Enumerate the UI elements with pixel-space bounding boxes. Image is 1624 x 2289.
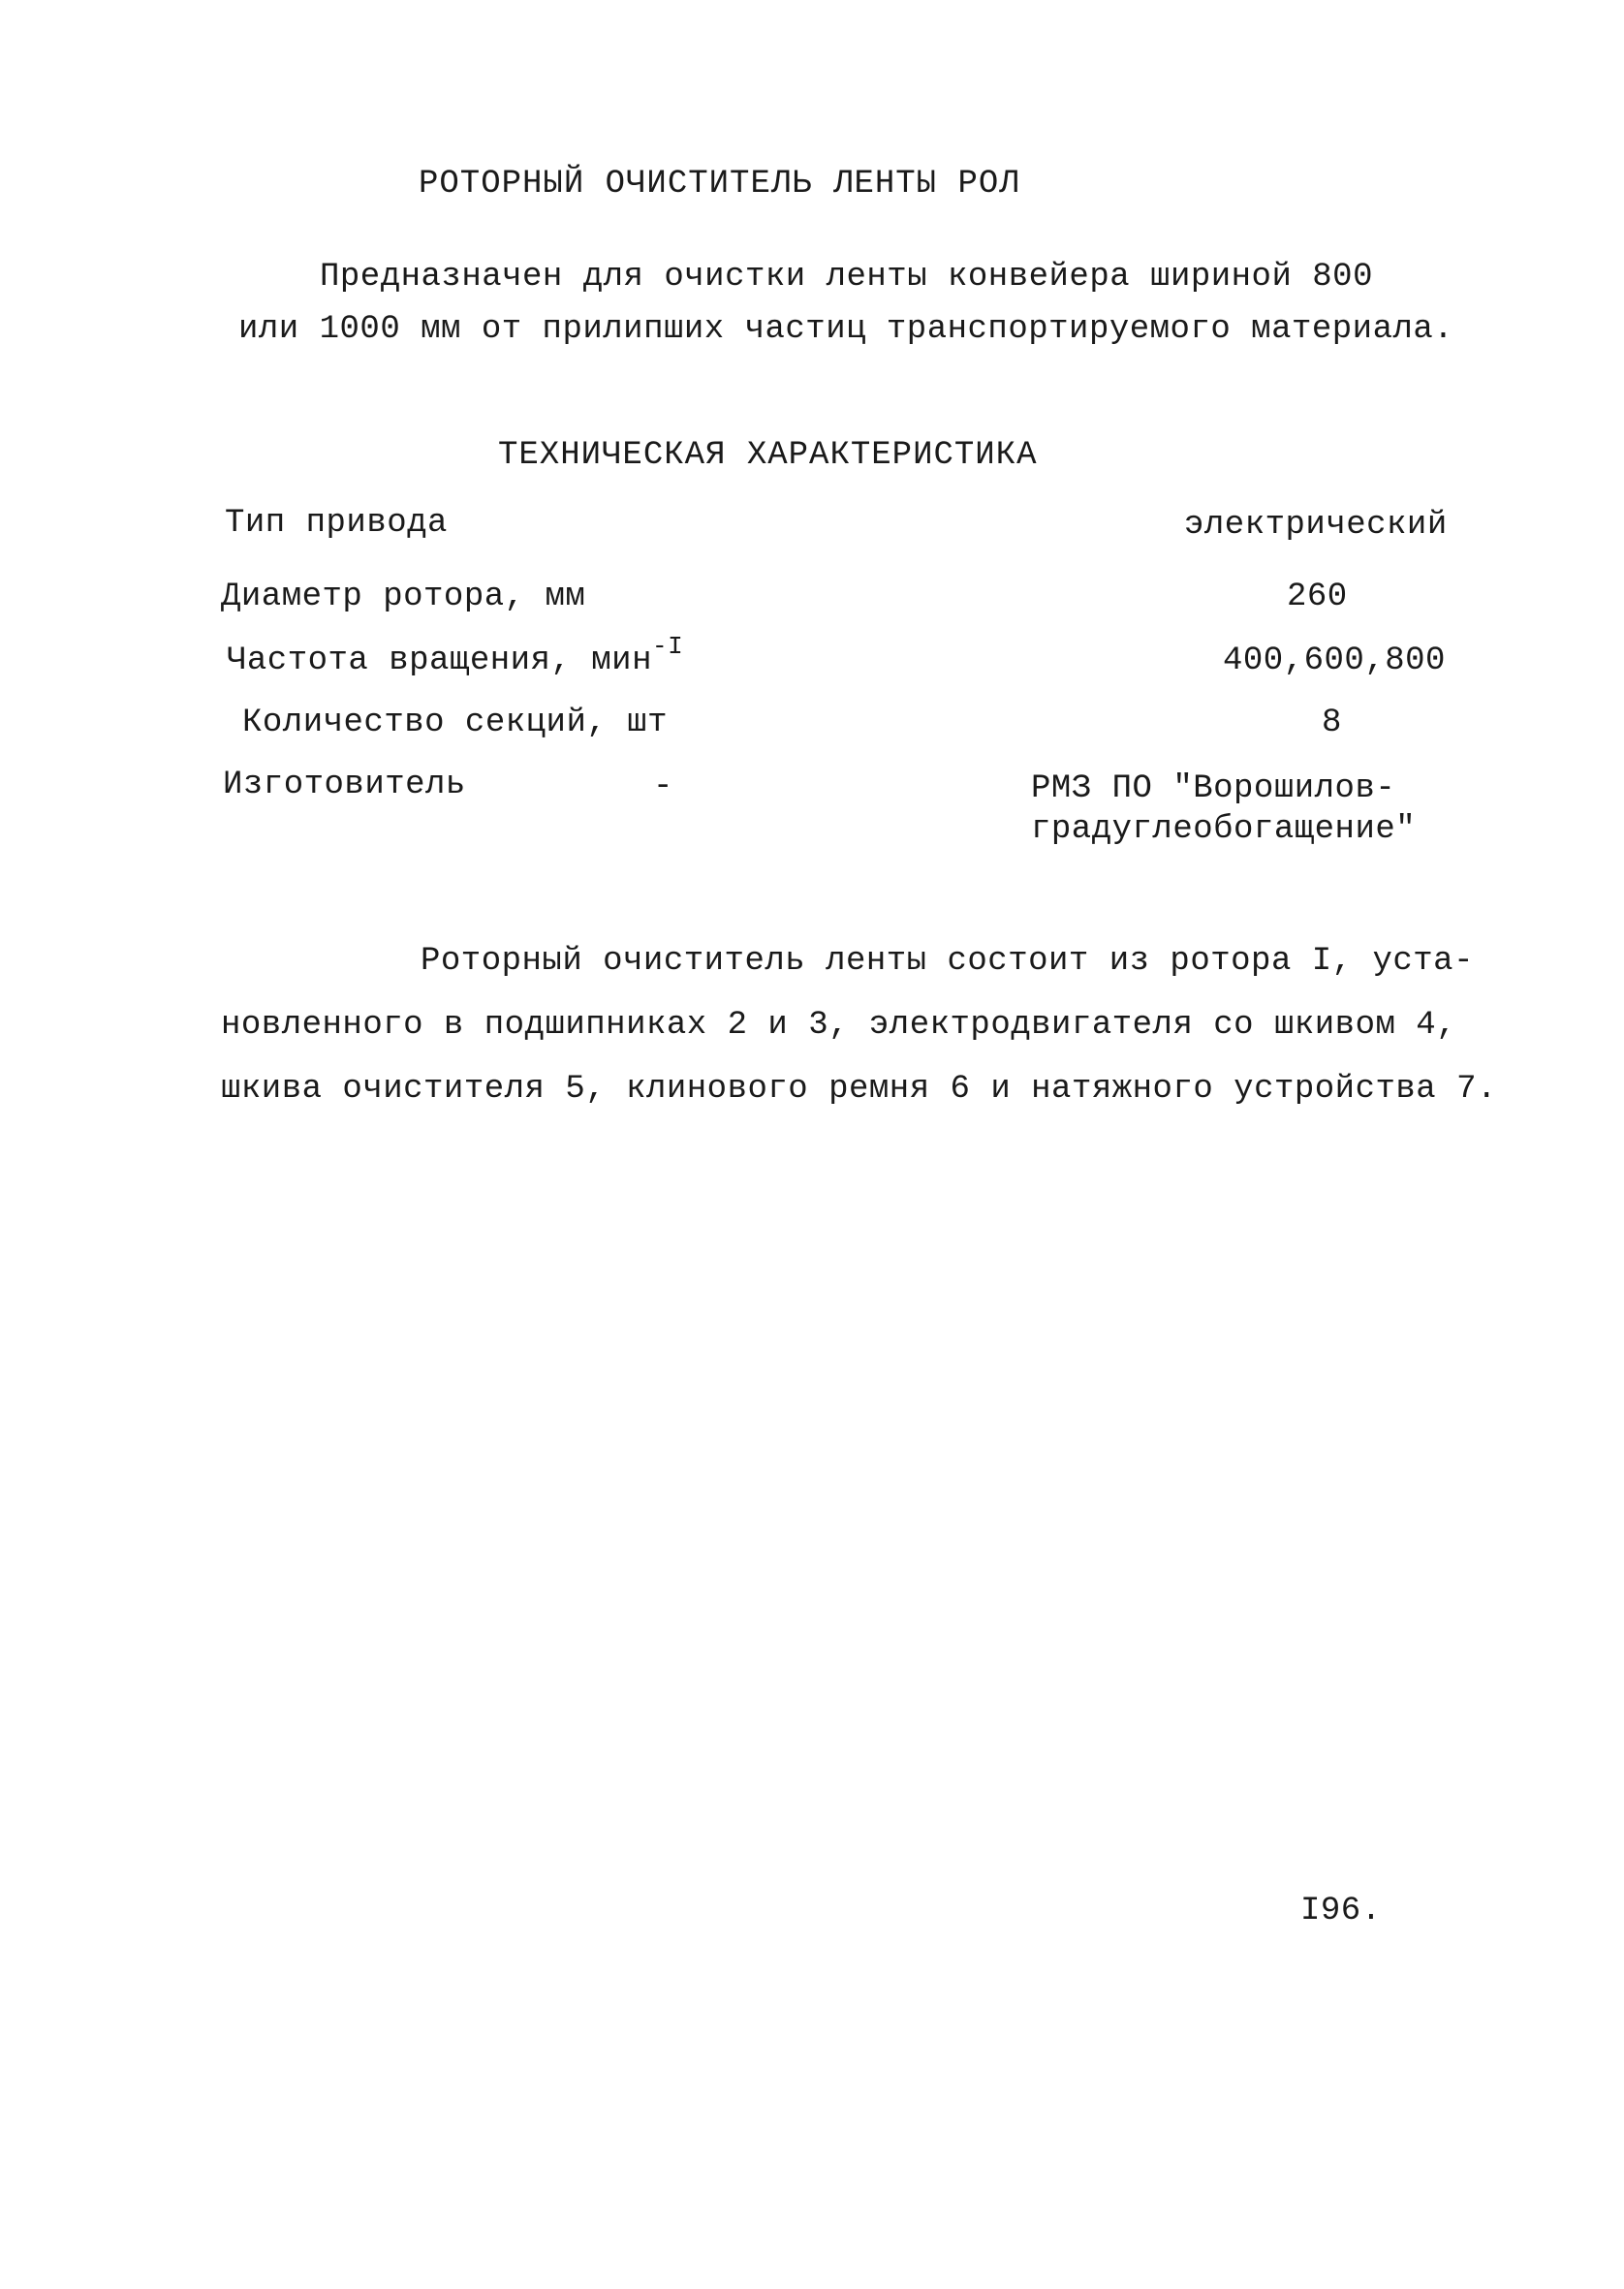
spec-label-rotor-diameter: Диаметр ротора, мм [221, 579, 586, 615]
page-number: I96. [1300, 1893, 1382, 1929]
description-line-1: Роторный очиститель ленты состоит из ротора I, уста- [421, 943, 1474, 980]
spec-value-manufacturer-line-2: градуглеобогащение" [1031, 811, 1417, 848]
spec-value-section-count: 8 [1322, 705, 1342, 741]
spec-label-rotation-frequency-text: Частота вращения, мин [227, 643, 652, 679]
intro-line-1: Предназначен для очистки ленты конвейера шириной 800 [320, 259, 1373, 296]
spec-label-rotation-frequency [227, 631, 684, 680]
description-line-3: шкива очистителя 5, клинового ремня 6 и натяжного устройства 7. [221, 1071, 1497, 1108]
spec-label-drive-type: Тип привода [225, 505, 448, 542]
specs-heading: ТЕХНИЧЕСКАЯ ХАРАКТЕРИСТИКА [498, 437, 1038, 474]
spec-label-section-count: Количество секций, шт [242, 705, 668, 741]
spec-label-rotation-frequency-sup: -I [651, 631, 684, 661]
spec-value-rotation-frequency: 400,600,800 [1223, 643, 1446, 679]
spec-value-drive-type: электрический [1184, 507, 1448, 544]
document-title: РОТОРНЫЙ ОЧИСТИТЕЛЬ ЛЕНТЫ РОЛ [419, 166, 1020, 203]
spec-dash-manufacturer: - [653, 768, 673, 805]
spec-value-manufacturer-line-1: РМЗ ПО "Ворошилов- [1031, 770, 1396, 807]
spec-label-manufacturer: Изготовитель [223, 767, 466, 803]
description-line-2: новленного в подшипниках 2 и 3, электродвигателя со шкивом 4, [221, 1007, 1457, 1044]
intro-line-2: или 1000 мм от прилипших частиц транспортируемого материала. [238, 311, 1454, 348]
spec-value-rotor-diameter: 260 [1287, 579, 1348, 615]
